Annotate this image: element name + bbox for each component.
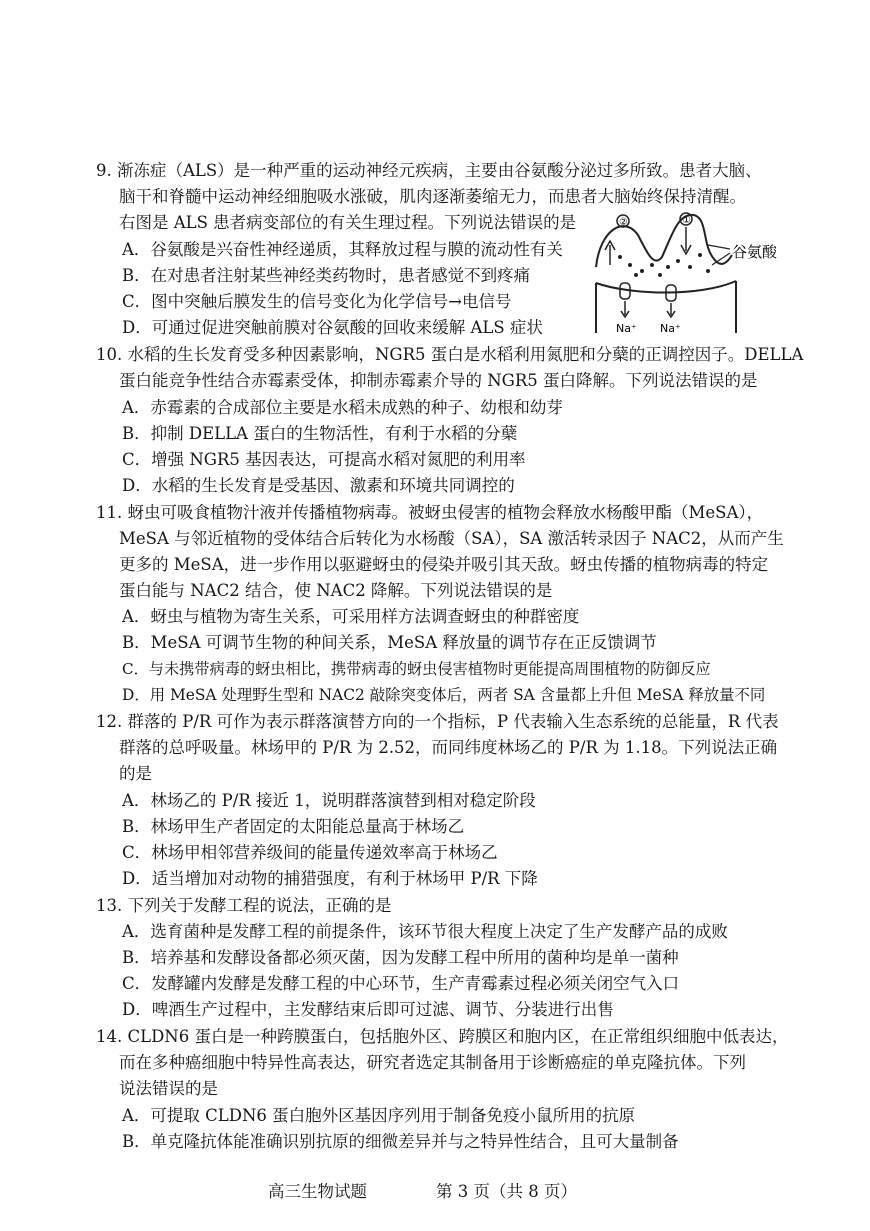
q9-option-d: D．可通过促进突触前膜对谷氨酸的回收来缓解 ALS 症状 [122, 318, 543, 337]
na-ion-label-1: Na⁺ [616, 322, 637, 335]
q12-stem-line-2: 群落的总呼吸量。林场甲的 P/R 为 2.52，而同纬度林场乙的 P/R 为 1.18。下列说法正确 [119, 738, 778, 757]
q10-option-a: A．赤霉素的合成部位主要是水稻未成熟的种子、幼根和幼芽 [122, 398, 563, 417]
q10-stem-line-2: 蛋白能竞争性结合赤霉素受体，抑制赤霉素介导的 NGR5 蛋白降解。下列说法错误的是 [119, 371, 758, 390]
figure-mark-1: ① [682, 215, 691, 226]
exam-title: 高三生物试题 [268, 1182, 367, 1201]
q10-stem-line-1: 10. 水稻的生长发育受多种因素影响，NGR5 蛋白是水稻利用氮肥和分蘖的正调控因子。DELLA [96, 345, 804, 364]
glutamate-label: 谷氨酸 [732, 243, 778, 261]
q13-stem-line-1: 13. 下列关于发酵工程的说法，正确的是 [96, 896, 392, 915]
q13-option-c: C．发酵罐内发酵是发酵工程的中心环节，生产青霉素过程必须关闭空气入口 [122, 974, 680, 993]
q10-option-d: D．水稻的生长发育是受基因、激素和环境共同调控的 [122, 476, 515, 495]
synapse-figure [590, 205, 790, 340]
q12-option-b: B．林场甲生产者固定的太阳能总量高于林场乙 [122, 817, 465, 836]
q9-stem-line-3: 右图是 ALS 患者病变部位的有关生理过程。下列说法错误的是 [119, 213, 577, 232]
q9-option-b: B．在对患者注射某些神经类药物时，患者感觉不到疼痛 [122, 266, 531, 285]
q12-option-c: C．林场甲相邻营养级间的能量传递效率高于林场乙 [122, 843, 498, 862]
q11-option-a: A．蚜虫与植物为寄生关系，可采用样方法调查蚜虫的种群密度 [122, 607, 580, 626]
q13-option-a: A．选育菌种是发酵工程的前提条件，该环节很大程度上决定了生产发酵产品的成败 [122, 922, 728, 941]
q13-option-d: D．啤酒生产过程中，主发酵结束后即可过滤、调节、分装进行出售 [122, 1000, 614, 1019]
q10-option-c: C．增强 NGR5 基因表达，可提高水稻对氮肥的利用率 [122, 450, 526, 469]
q14-stem-line-3: 说法错误的是 [119, 1079, 218, 1098]
q11-option-d: D．用 MeSA 处理野生型和 NAC2 敲除突变体后，两者 SA 含量都上升但 MeSA 释放量不同 [122, 686, 766, 704]
q12-stem-line-3: 的是 [119, 764, 152, 783]
glutamate-molecules [618, 253, 710, 277]
presynaptic-membrane [596, 215, 732, 267]
na-ion-label-2: Na⁺ [660, 322, 681, 335]
q14-stem-line-2: 而在多种癌细胞中特异性高表达，研究者选定其制备用于诊断癌症的单克隆抗体。下列 [119, 1053, 746, 1072]
q10-option-b: B．抑制 DELLA 蛋白的生物活性，有利于水稻的分蘖 [122, 424, 518, 443]
figure-mark-2: ② [619, 217, 628, 228]
q9-option-c: C．图中突触后膜发生的信号变化为化学信号→电信号 [122, 292, 512, 311]
page-number: 第 3 页（共 8 页） [436, 1182, 577, 1201]
q12-option-a: A．林场乙的 P/R 接近 1，说明群落演替到相对稳定阶段 [122, 791, 536, 810]
q9-stem-line-1: 9. 渐冻症（ALS）是一种严重的运动神经元疾病，主要由谷氨酸分泌过多所致。患者大脑、 [96, 161, 762, 180]
q11-stem-line-3: 更多的 MeSA，进一步作用以驱避蚜虫的侵染并吸引其天敌。蚜虫传播的植物病毒的特定 [119, 555, 769, 574]
q14-option-b: B．单克隆抗体能准确识别抗原的细微差异并与之特异性结合，且可大量制备 [122, 1132, 679, 1151]
q9-option-a: A．谷氨酸是兴奋性神经递质，其释放过程与膜的流动性有关 [122, 240, 563, 259]
q14-option-a: A．可提取 CLDN6 蛋白胞外区基因序列用于制备免疫小鼠所用的抗原 [122, 1106, 636, 1125]
q11-stem-line-1: 11. 蚜虫可吸食植物汁液并传播植物病毒。被蚜虫侵害的植物会释放水杨酸甲酯（MeSA）， [96, 503, 764, 522]
q11-stem-line-2: MeSA 与邻近植物的受体结合后转化为水杨酸（SA），SA 激活转录因子 NAC2，从而产生 [119, 529, 784, 548]
q11-option-c: C．与未携带病毒的蚜虫相比，携带病毒的蚜虫侵害植物时更能提高周围植物的防御反应 [122, 660, 711, 678]
q11-stem-line-4: 蛋白能与 NAC2 结合，使 NAC2 降解。下列说法错误的是 [119, 581, 553, 600]
q11-option-b: B．MeSA 可调节生物的种间关系，MeSA 释放量的调节存在正反馈调节 [122, 633, 657, 652]
q12-stem-line-1: 12. 群落的 P/R 可作为表示群落演替方向的一个指标，P 代表输入生态系统的总能量，R 代表 [96, 712, 779, 731]
q9-stem-line-2: 脑干和脊髓中运动神经细胞吸水涨破，肌肉逐渐萎缩无力，而患者大脑始终保持清醒。 [119, 187, 746, 206]
q14-stem-line-1: 14. CLDN6 蛋白是一种跨膜蛋白，包括胞外区、跨膜区和胞内区，在正常组织细胞中低表达， [96, 1027, 789, 1046]
q13-option-b: B．培养基和发酵设备都必须灭菌，因为发酵工程中所用的菌种均是单一菌种 [122, 948, 679, 967]
q12-option-d: D．适当增加对动物的捕猎强度，有利于林场甲 P/R 下降 [122, 869, 538, 888]
